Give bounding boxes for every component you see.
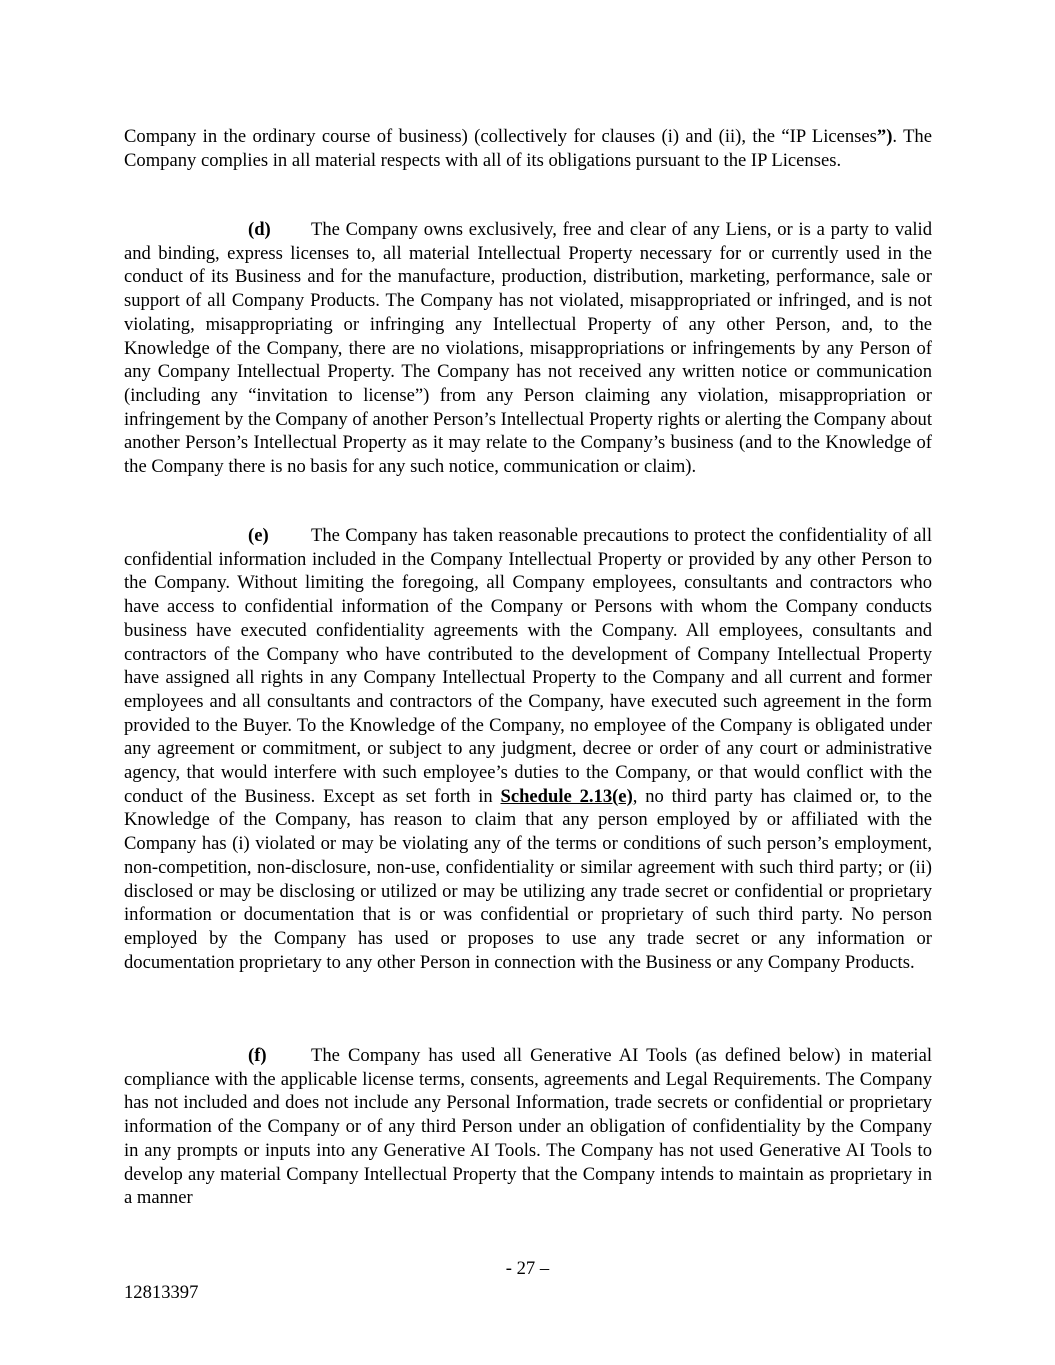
intro-text-b: . The Company complies in all material respects with all of its obligations pursuant to the IP Licenses.	[124, 126, 932, 171]
section-e-label: (e)	[248, 525, 269, 546]
document-id: 12813397	[124, 1282, 199, 1303]
section-e-text-b: , no third party has claimed or, to the Knowledge of the Company, has reason to claim that any person employed by or affiliated with the Company has (i) violated or may be violating any of the terms or conditions of such person’s employment, non-competition, non-disclosure, non-use, confidentiality or similar agreement with such third party; or (ii) disclosed or may be disclosing or utilized or may be utilizing any trade secret or confidential or proprietary information or documentation that is or was confidential or proprietary of such third party. No person employed by the Company has used or proposes to use any trade secret or any information or documentation proprietary to any other Person in connection with the Business or any Company Products.	[124, 785, 932, 973]
section-e-paragraph	[124, 524, 932, 974]
section-d-text: The Company owns exclusively, free and clear of any Liens, or is a party to valid and binding, express licenses to, all material Intellectual Property necessary for or currently used in the conduct of its Business and for the manufacture, production, distribution, marketing, performance, sale or support of all Company Products. The Company has not violated, misappropriated or infringed, and is not violating, misappropriating or infringing any Intellectual Property of any other Person, and, to the Knowledge of the Company, there are no violations, misappropriations or infringements by any Person of any Company Intellectual Property. The Company has not received any written notice or communication (including any “invitation to license”) from any Person claiming any violation, misappropriation or infringement by the Company of another Person’s Intellectual Property rights or alerting the Company about another Person’s Intellectual Property as it may relate to the Company’s business (and to the Knowledge of the Company there is no basis for any such notice, communication or claim).	[124, 219, 932, 478]
schedule-reference: Schedule 2.13(e)	[500, 785, 633, 807]
section-d-paragraph	[124, 218, 932, 479]
section-f-text: The Company has used all Generative AI Tools (as defined below) in material compliance with the applicable license terms, consents, agreements and Legal Requirements. The Company has not included and does not include any Personal Information, trade secrets or confidential or proprietary information of the Company or of any third Person under an obligation of confidentiality by the Company in any prompts or inputs into any Generative AI Tools. The Company has not used Generative AI Tools to develop any material Company Intellectual Property that the Company intends to maintain as proprietary in a manner	[124, 1045, 932, 1209]
section-e-text-a: The Company has taken reasonable precautions to protect the confidentiality of all confidential information included in the Company Intellectual Property or provided by any other Person to the Company. Without limiting the foregoing, all Company employees, consultants and contractors who have access to confidential information of the Company or Persons with whom the Company conducts business have executed confidentiality agreements with the Company. All employees, consultants and contractors of the Company who have contributed to the development of Company Intellectual Property have assigned all rights in any Company Intellectual Property to the Company and all current and former employees and all consultants and contractors of the Company, have executed such agreement in the form provided to the Buyer. To the Knowledge of the Company, no employee of the Company is obligated under any agreement or commitment, or subject to any judgment, decree or order of any court or administrative agency, that would interfere with such employee’s duties to the Company, or that would conflict with the conduct of the Business. Except as set forth in	[124, 525, 932, 807]
section-f-paragraph	[124, 1044, 932, 1210]
intro-bold-mark: ”)	[876, 126, 893, 147]
page-number: - 27 –	[505, 1258, 550, 1279]
section-d-label: (d)	[248, 219, 271, 240]
section-f-label: (f)	[248, 1045, 267, 1066]
intro-text-a: Company in the ordinary course of business) (collectively for clauses (i) and (ii), the “IP Licenses	[124, 126, 877, 147]
paragraph-intro	[124, 125, 932, 172]
